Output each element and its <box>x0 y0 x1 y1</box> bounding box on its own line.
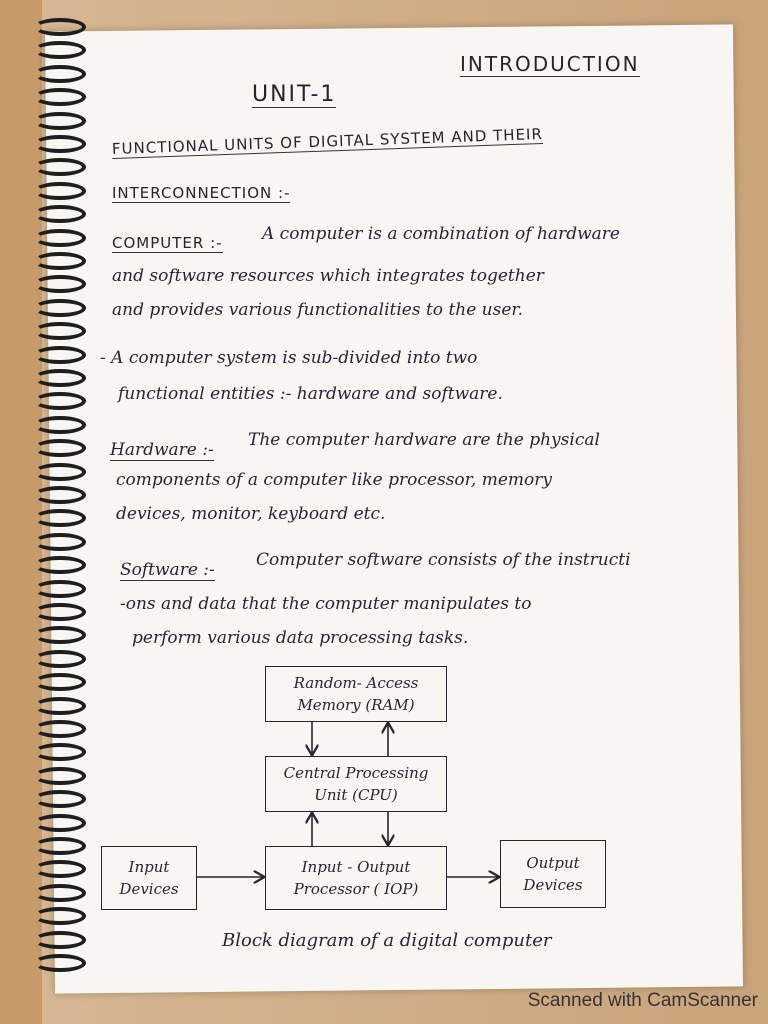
software-term: Software :- <box>120 560 215 580</box>
output-label-line1: Output <box>526 854 580 872</box>
computer-line2: and software resources which integrates together <box>112 266 544 286</box>
subdivision-line2: functional entities :- hardware and software. <box>118 384 503 404</box>
software-line2: -ons and data that the computer manipulates to <box>120 594 532 614</box>
hardware-term: Hardware :- <box>110 440 214 460</box>
software-line3: perform various data processing tasks. <box>132 628 469 648</box>
computer-line3: and provides various functionalities to the user. <box>112 300 524 320</box>
subdivision-line1: - A computer system is sub-divided into two <box>100 348 478 368</box>
ram-label-line1: Random- Access <box>293 674 419 692</box>
diagram-caption: Block diagram of a digital computer <box>222 930 552 951</box>
software-line1: Computer software consists of the instructi <box>256 550 631 570</box>
unit-heading: UNIT-1 <box>252 82 337 107</box>
iop-label-line1: Input - Output <box>301 858 411 876</box>
cpu-label-line2: Unit (CPU) <box>314 786 398 804</box>
section-title-line2: INTERCONNECTION :- <box>112 184 291 202</box>
cpu-label-line1: Central Processing <box>283 764 429 782</box>
input-label-line1: Input <box>128 858 170 876</box>
scanner-watermark: Scanned with CamScanner <box>527 990 758 1011</box>
hardware-line1: The computer hardware are the physical <box>248 430 600 450</box>
iop-label-line2: Processor ( IOP) <box>293 880 419 898</box>
input-label-line2: Devices <box>119 880 179 898</box>
computer-line1: A computer is a combination of hardware <box>262 224 620 244</box>
output-label-line2: Devices <box>523 876 583 894</box>
computer-term: COMPUTER :- <box>112 234 223 252</box>
section-title-line1: FUNCTIONAL UNITS OF DIGITAL SYSTEM AND THEIR <box>111 124 544 158</box>
hardware-line3: devices, monitor, keyboard etc. <box>116 504 386 524</box>
hardware-line2: components of a computer like processor, memory <box>116 470 552 490</box>
page-title: INTRODUCTION <box>460 52 640 76</box>
ram-label-line2: Memory (RAM) <box>297 696 415 714</box>
